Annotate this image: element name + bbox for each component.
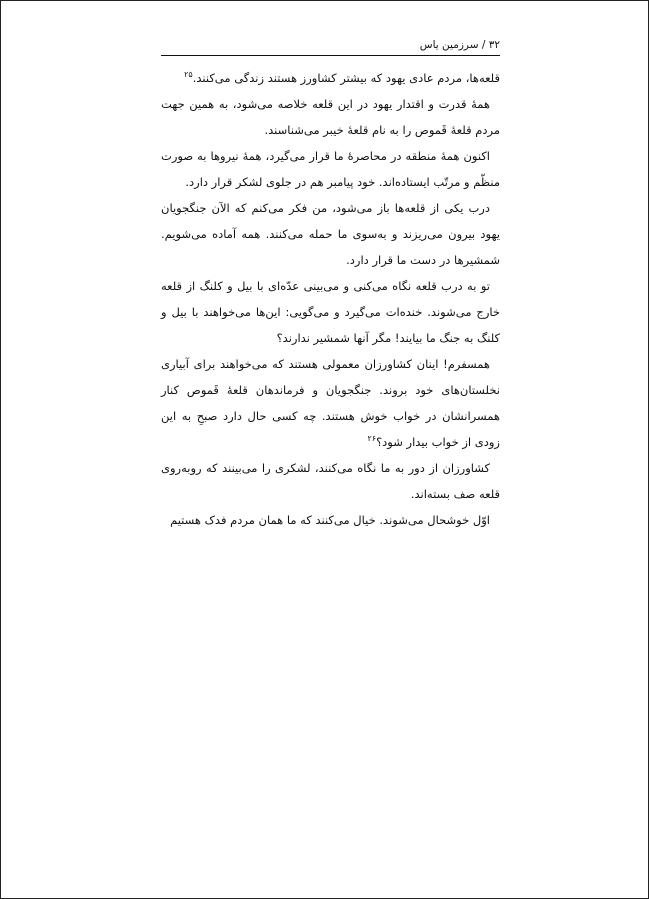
footnote-marker: ۲۵ <box>184 70 193 80</box>
paragraph-8 <box>161 507 500 533</box>
footnote-marker: ۲۶ <box>367 434 377 444</box>
paragraph-text: تو به درب قلعه نگاه می‌کنی و می‌بینی عدّه‌ای با بیل و کلنگ از قلعه خارج می‌شوند. خنده‌ات می‌گیرد و می‌گویی: این‌ها می‌خواهند با بیل و کلنگ به جنگ ما بیایند! مگر آنها شمشیر ندارند؟ <box>161 279 500 345</box>
paragraph-5 <box>161 273 500 351</box>
paragraph-text: همهٔ قدرت و اقتدار یهود در این قلعه خلاصه می‌شود، به همین جهت مردم قلعهٔ قَموص را به نام قلعهٔ خیبر می‌شناسند. <box>161 97 500 137</box>
paragraph-2 <box>161 91 500 143</box>
page-body <box>161 65 500 533</box>
paragraph-text: اوّل خوشحال می‌شوند. خیال می‌کنند که ما همان مردم فدک هستیم <box>170 513 490 527</box>
paragraph-7 <box>161 455 500 507</box>
paragraph-1 <box>161 65 500 91</box>
paragraph-text: اکنون همهٔ منطقه در محاصرهٔ ما قرار می‌گیرد، همهٔ نیروها به صورت منظّم و مرتّب ایستاده‌اند. خود پیامبر هم در جلوی لشکر قرار دارد. <box>161 149 500 189</box>
paragraph-4 <box>161 195 500 273</box>
running-header: ۳۲ / سرزمین یاس <box>161 39 500 56</box>
paragraph-text: همسفرم! اینان کشاورزان معمولی هستند که می‌خواهند برای آبیاری نخلستان‌های خود بروند. جنگجویان و فرماندهان قلعهٔ قَموص کنار همسرانشان در خواب خوش هستند. چه کسی حال دارد صبحِ به این زودی از خواب بیدار شود؟ <box>161 357 500 449</box>
paragraph-text: کشاورزان از دور به ما نگاه می‌کنند، لشکری را می‌بینند که روبه‌روی قلعه صف بسته‌اند. <box>161 461 500 501</box>
paragraph-text: قلعه‌ها، مردم عادی یهود که بیشتر کشاورز هستند زندگی می‌کنند. <box>192 71 500 85</box>
paragraph-6 <box>161 351 500 455</box>
paragraph-3 <box>161 143 500 195</box>
paragraph-text: درب یکی از قلعه‌ها باز می‌شود، من فکر می‌کنم که الآن جنگجویان یهود بیرون می‌ریزند و به‌سوی ما حمله می‌کنند. همه آماده می‌شویم. شمشیرها در دست ما قرار دارد. <box>161 201 500 267</box>
